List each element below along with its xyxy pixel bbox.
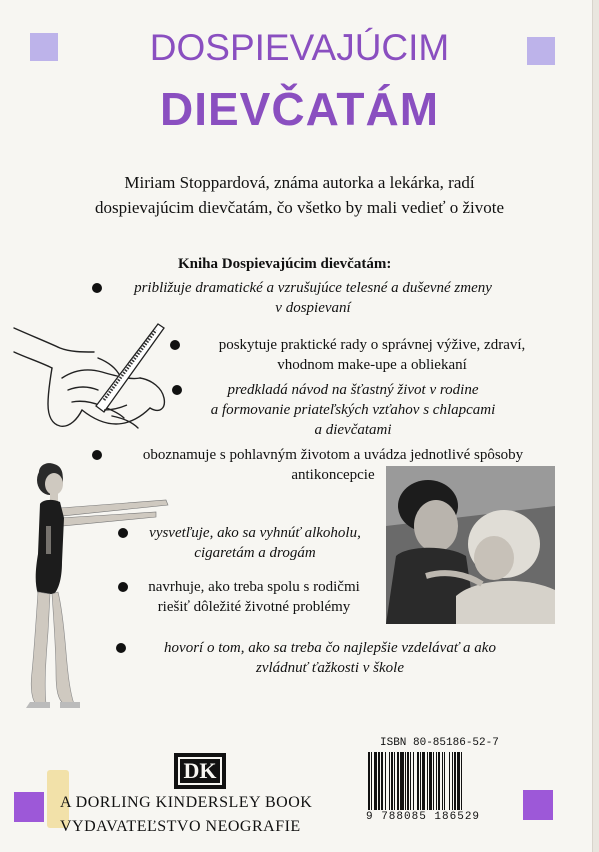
publisher-line-1: A DORLING KINDERSLEY BOOK xyxy=(60,794,313,811)
bullet-1 xyxy=(108,278,518,318)
bullet-dot xyxy=(92,283,102,293)
bullet-3 xyxy=(188,380,518,440)
bullet-3-line-3: a dievčatami xyxy=(314,422,392,438)
couple-photo xyxy=(386,466,555,624)
bullet-4-line-1: oboznamuje s pohlavným životom a uvádza jednotlivé spôsoby xyxy=(142,447,524,463)
bullet-7-line-2: zvládnuť ťažkosti v škole xyxy=(256,660,404,676)
barcode-number: 9 788085 186529 xyxy=(366,811,481,823)
isbn-text: ISBN 80-85186-52-7 xyxy=(380,737,499,749)
barcode xyxy=(368,752,508,810)
bullet-2-line-2: vhodnom make-upe a obliekaní xyxy=(277,357,467,373)
title-line-2: DIEVČATÁM xyxy=(159,83,440,135)
dk-logo-letters: DK xyxy=(183,758,217,783)
bullet-7-line-1: hovorí o tom, ako sa treba čo najlepšie vzdelávať a ako xyxy=(164,640,496,656)
bullet-3-line-2: a formovanie priateľských vzťahov s chlapcami xyxy=(210,402,496,418)
hand-nail-file-illustration xyxy=(12,318,172,433)
corner-square-bottom-right xyxy=(523,790,553,820)
bullet-6-line-1: navrhuje, ako treba spolu s rodičmi xyxy=(148,579,360,595)
corner-square-bottom-left xyxy=(14,792,44,822)
bullet-7 xyxy=(130,638,530,678)
bullet-2 xyxy=(186,335,558,375)
bullet-4-line-2: antikoncepcie xyxy=(291,467,375,483)
bullet-1-line-2: v dospievaní xyxy=(275,300,351,316)
bullet-5-line-2: cigaretám a drogám xyxy=(194,545,316,561)
title-line-1: DOSPIEVAJÚCIM xyxy=(149,27,450,68)
bullet-dot xyxy=(92,450,102,460)
bullet-6-line-2: riešiť dôležité životné problémy xyxy=(157,599,351,615)
barcode-bar xyxy=(462,752,464,810)
intro-line-2: dospievajúcim dievčatám, čo všetko by mali vedieť o živote xyxy=(94,198,504,217)
intro-line-1: Miriam Stoppardová, známa autorka a lekárka, radí xyxy=(124,173,475,192)
bullet-3-line-1: predkladá návod na šťastný život v rodine xyxy=(227,382,479,398)
book-heading: Kniha Dospievajúcim dievčatám: xyxy=(178,256,392,272)
bullet-1-line-1: približuje dramatické a vzrušujúce telesné a duševné zmeny xyxy=(134,280,492,296)
bullet-2-line-1: poskytuje praktické rady o správnej výžive, zdraví, xyxy=(218,337,526,353)
publisher-line-2: VYDAVATEĽSTVO NEOGRAFIE xyxy=(60,818,301,835)
bullet-5-line-1: vysvetľuje, ako sa vyhnúť alkoholu, xyxy=(149,525,361,541)
intro-text xyxy=(0,170,593,220)
bullet-dot xyxy=(172,385,182,395)
dk-logo xyxy=(174,753,226,789)
girl-swimsuit-photo xyxy=(16,462,176,712)
